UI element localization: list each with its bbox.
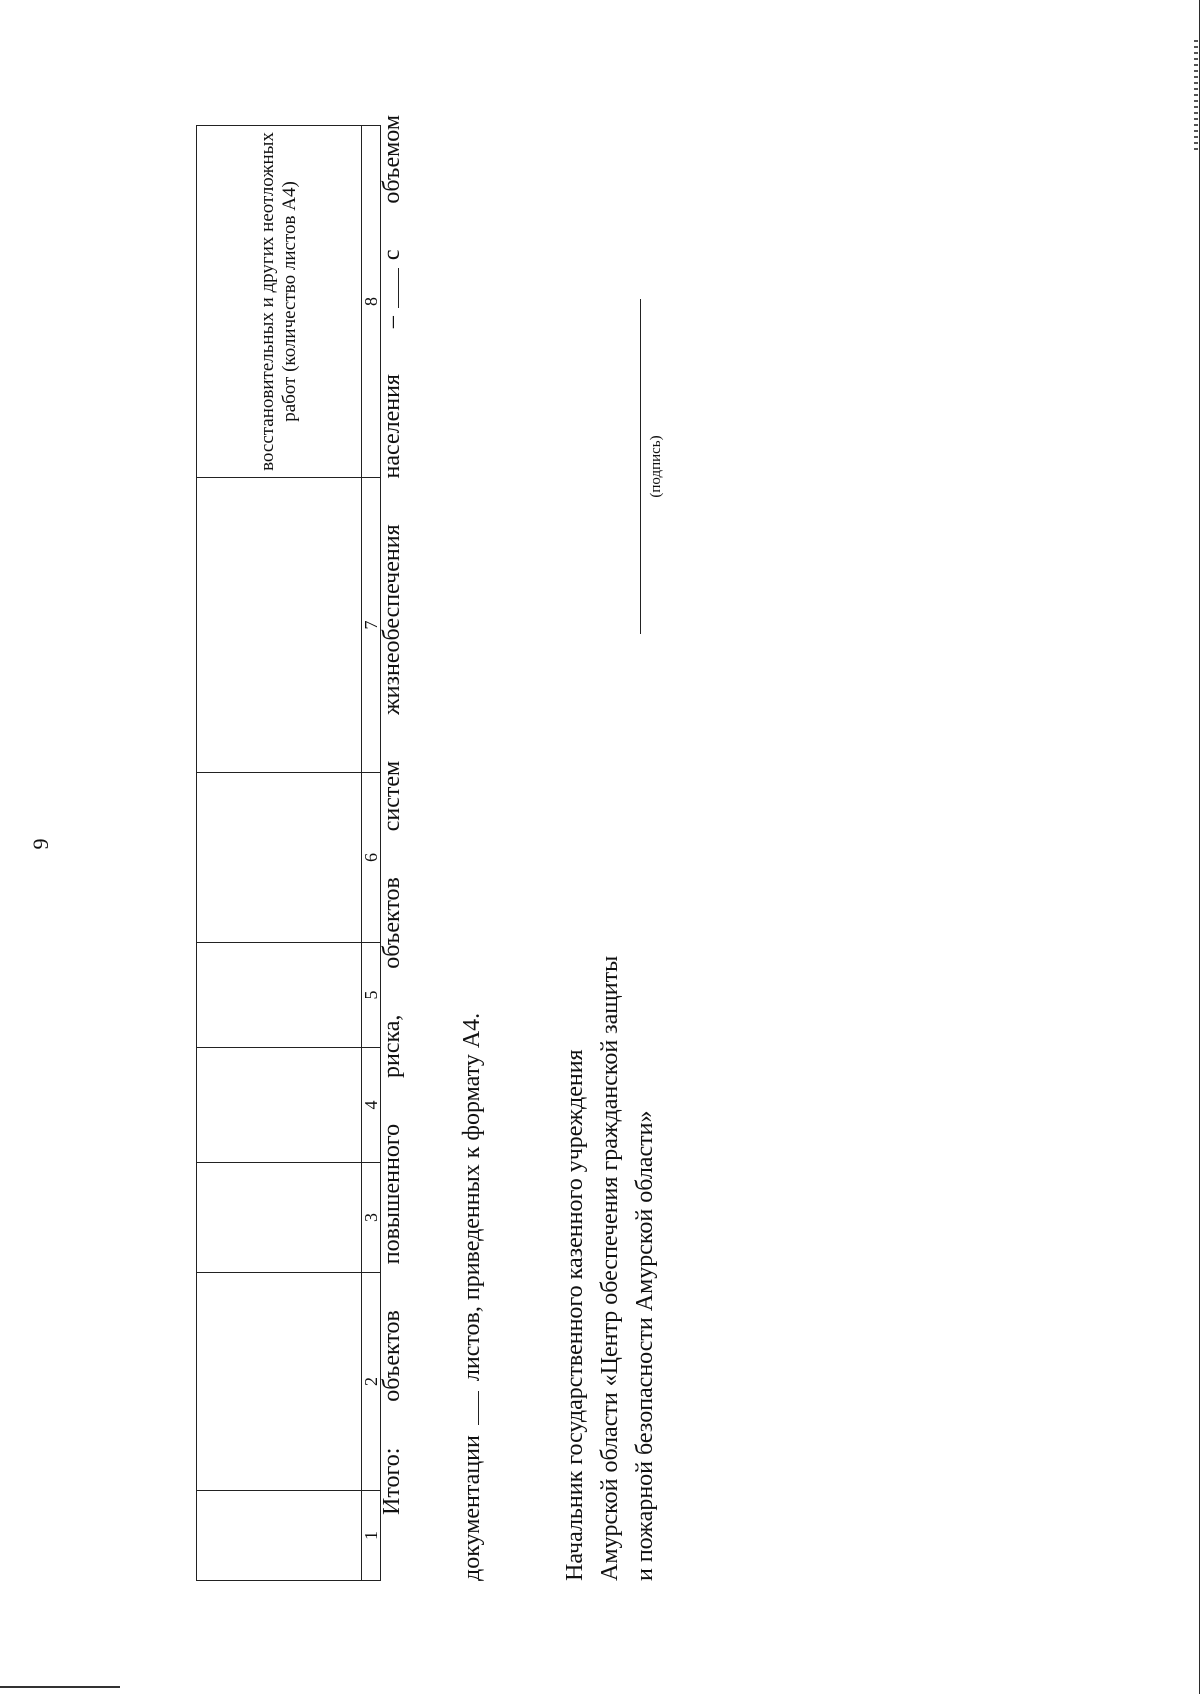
signatory-line-2: Амурской области «Центр обеспечения гражданской защиты	[597, 955, 623, 1581]
header-cell-5	[197, 943, 362, 1048]
column-number-6: 6	[362, 773, 381, 943]
signature-caption: (подпись)	[648, 435, 664, 498]
sheets-blank	[458, 1391, 479, 1425]
header-cell-6	[197, 773, 362, 943]
column-number-4: 4	[362, 1048, 381, 1163]
column-number-1: 1	[362, 1491, 381, 1581]
column-number-7: 7	[362, 478, 381, 773]
count-blank	[378, 268, 399, 308]
signatory-block	[558, 956, 663, 1581]
summary-text-documentation: документации	[459, 1435, 485, 1581]
page-number: 9	[28, 838, 53, 850]
column-number-2: 2	[362, 1273, 381, 1491]
table-header-row	[197, 126, 362, 1581]
column-number-8: 8	[362, 126, 381, 478]
header-cell-1	[197, 1491, 362, 1581]
summary-line-2	[452, 115, 492, 1581]
header-cell-7	[197, 478, 362, 773]
header-cell-8: восстановительных и других неотложных работ (количество листов А4)	[197, 126, 362, 478]
signature-line	[640, 299, 641, 634]
summary-line-1	[372, 115, 452, 1581]
header-cell-3	[197, 1163, 362, 1273]
summary-paragraph	[372, 115, 492, 1581]
header-cell-4	[197, 1048, 362, 1163]
header-cell-2	[197, 1273, 362, 1491]
summary-text-lead: Итого: объектов повышенного риска, объектов систем жизнеобеспечения населения –	[379, 316, 405, 1515]
signatory-line-3: и пожарной безопасности Амурской области»	[632, 1110, 658, 1581]
summary-text-tail: с объемом	[379, 114, 405, 261]
summary-text-sheets: листов, приведенных к формату А4.	[459, 1012, 485, 1382]
form-table	[196, 125, 381, 1581]
column-number-3: 3	[362, 1163, 381, 1273]
signatory-line-1: Начальник государственного казенного учреждения	[562, 1049, 588, 1581]
column-number-5: 5	[362, 943, 381, 1048]
